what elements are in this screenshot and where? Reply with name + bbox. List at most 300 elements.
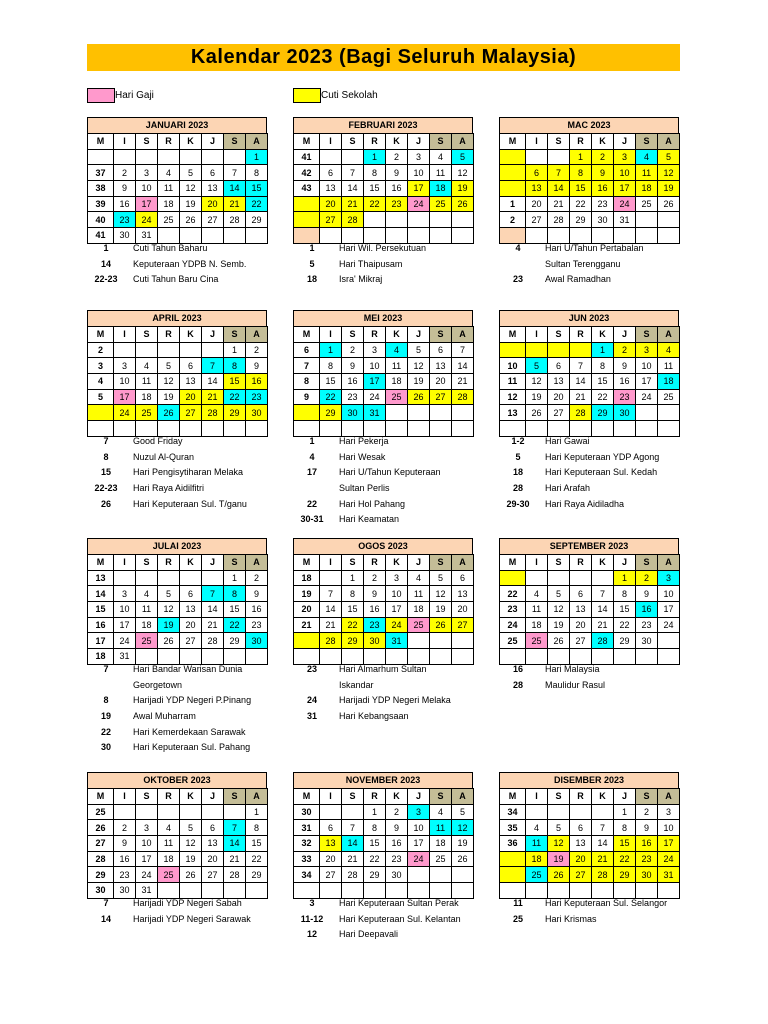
day-header: I <box>114 134 136 150</box>
week-number-cell: 34 <box>294 867 320 883</box>
day-cell: 10 <box>114 374 136 390</box>
week-number-cell: 23 <box>500 602 526 618</box>
day-cell: 20 <box>570 617 592 633</box>
day-header: J <box>202 134 224 150</box>
day-cell <box>452 867 474 883</box>
day-cell: 13 <box>526 181 548 197</box>
day-cell: 31 <box>614 212 636 228</box>
day-cell: 18 <box>408 602 430 618</box>
day-header: S <box>342 134 364 150</box>
holiday-date: 1-2 <box>511 436 525 446</box>
holiday-list <box>85 434 285 512</box>
day-header: S <box>342 789 364 805</box>
day-cell: 12 <box>180 836 202 852</box>
week-number-cell: 4 <box>88 374 114 390</box>
week-number-header: M <box>88 789 114 805</box>
month-calendar <box>87 310 267 437</box>
day-cell: 7 <box>224 820 246 836</box>
day-cell: 20 <box>320 851 342 867</box>
day-cell: 26 <box>452 851 474 867</box>
holiday-item <box>497 896 697 912</box>
day-cell: 27 <box>430 389 452 405</box>
day-cell: 19 <box>452 181 474 197</box>
day-cell: 15 <box>364 836 386 852</box>
week-row <box>500 374 680 390</box>
week-number-cell: 9 <box>294 389 320 405</box>
day-cell <box>158 149 180 165</box>
month-title: FEBRUARI 2023 <box>293 117 473 133</box>
day-header: S <box>636 555 658 571</box>
day-cell: 4 <box>136 586 158 602</box>
day-cell: 3 <box>636 342 658 358</box>
day-cell: 5 <box>658 149 680 165</box>
day-cell: 26 <box>548 633 570 649</box>
day-cell: 22 <box>224 389 246 405</box>
day-cell: 10 <box>658 820 680 836</box>
week-number-header: M <box>500 134 526 150</box>
month-title: NOVEMBER 2023 <box>293 772 473 788</box>
day-cell: 29 <box>614 633 636 649</box>
day-cell: 27 <box>320 867 342 883</box>
week-row <box>294 342 474 358</box>
day-cell: 12 <box>548 836 570 852</box>
holiday-date: 5 <box>309 258 315 269</box>
day-cell: 16 <box>636 836 658 852</box>
week-row <box>500 851 680 867</box>
day-header: J <box>408 327 430 343</box>
holiday-item <box>291 512 491 528</box>
day-cell <box>386 405 408 421</box>
day-cell: 3 <box>614 149 636 165</box>
day-header: J <box>614 555 636 571</box>
day-cell: 30 <box>592 212 614 228</box>
day-cell: 17 <box>658 836 680 852</box>
day-cell: 6 <box>202 165 224 181</box>
day-cell: 16 <box>342 374 364 390</box>
day-cell <box>408 405 430 421</box>
day-cell: 3 <box>136 165 158 181</box>
day-cell: 13 <box>570 602 592 618</box>
day-cell: 27 <box>570 633 592 649</box>
day-cell: 28 <box>342 867 364 883</box>
day-header: J <box>202 789 224 805</box>
week-number-cell: 2 <box>500 212 526 228</box>
month-grid <box>499 788 680 899</box>
day-cell: 19 <box>408 374 430 390</box>
day-cell: 1 <box>592 342 614 358</box>
week-row <box>294 149 474 165</box>
day-cell: 19 <box>548 851 570 867</box>
week-number-cell: 3 <box>88 358 114 374</box>
day-cell: 27 <box>180 405 202 421</box>
week-number-cell: 22 <box>500 586 526 602</box>
day-header: A <box>246 134 268 150</box>
day-cell: 17 <box>614 181 636 197</box>
day-cell: 29 <box>342 633 364 649</box>
day-cell <box>548 570 570 586</box>
week-row <box>500 867 680 883</box>
week-number-cell: 17 <box>88 633 114 649</box>
day-cell <box>452 633 474 649</box>
day-cell: 14 <box>342 181 364 197</box>
day-cell: 29 <box>592 405 614 421</box>
holiday-name: Isra' Mikraj <box>339 274 383 285</box>
month-calendar <box>87 772 267 899</box>
week-row <box>88 820 268 836</box>
day-cell: 20 <box>430 374 452 390</box>
day-cell: 30 <box>614 405 636 421</box>
week-number-cell <box>88 405 114 421</box>
holiday-name: Hari Raya Aidiladha <box>545 498 625 509</box>
day-cell: 22 <box>224 617 246 633</box>
day-header: S <box>548 327 570 343</box>
holiday-date: 11 <box>513 898 523 908</box>
week-number-cell: 13 <box>500 405 526 421</box>
week-row <box>294 570 474 586</box>
week-number-cell: 27 <box>88 836 114 852</box>
day-cell: 23 <box>114 212 136 228</box>
holiday-date: 1 <box>309 243 315 253</box>
day-header: S <box>224 555 246 571</box>
day-cell: 11 <box>430 820 452 836</box>
holiday-name: Hari U/Tahun Pertabalan <box>545 243 644 253</box>
day-cell <box>158 342 180 358</box>
day-cell: 19 <box>526 389 548 405</box>
week-number-cell: 8 <box>294 374 320 390</box>
day-cell <box>136 804 158 820</box>
day-cell <box>430 867 452 883</box>
day-cell: 27 <box>180 633 202 649</box>
week-row <box>88 342 268 358</box>
day-cell: 8 <box>224 358 246 374</box>
week-row <box>294 602 474 618</box>
week-number-cell <box>500 342 526 358</box>
week-row <box>294 836 474 852</box>
day-cell: 29 <box>246 212 268 228</box>
holiday-date: 14 <box>100 258 111 269</box>
week-number-cell <box>500 149 526 165</box>
day-header: S <box>136 789 158 805</box>
day-cell: 6 <box>180 586 202 602</box>
day-header: I <box>114 555 136 571</box>
day-cell: 28 <box>202 633 224 649</box>
day-cell: 5 <box>452 149 474 165</box>
day-cell: 13 <box>202 836 224 852</box>
week-number-cell: 5 <box>88 389 114 405</box>
day-cell: 15 <box>342 602 364 618</box>
holiday-list <box>497 241 697 288</box>
holiday-item <box>85 450 285 466</box>
holiday-name: Harijadi YDP Negeri Sabah <box>133 898 242 908</box>
week-row <box>500 212 680 228</box>
day-cell <box>408 867 430 883</box>
holiday-item <box>85 725 285 741</box>
month-title: OGOS 2023 <box>293 538 473 554</box>
holiday-date: 30 <box>100 742 111 753</box>
day-cell: 10 <box>364 358 386 374</box>
week-row <box>294 617 474 633</box>
legend-school-holiday <box>293 87 378 103</box>
day-cell: 8 <box>364 165 386 181</box>
week-row <box>88 570 268 586</box>
week-number-cell: 6 <box>294 342 320 358</box>
day-header: I <box>526 134 548 150</box>
holiday-name: Hari Wesak <box>339 451 386 462</box>
day-header: S <box>224 134 246 150</box>
day-cell <box>526 570 548 586</box>
day-cell: 3 <box>386 570 408 586</box>
day-cell: 10 <box>114 602 136 618</box>
day-header: A <box>452 789 474 805</box>
day-header: J <box>202 555 224 571</box>
day-cell: 15 <box>592 374 614 390</box>
month-title: OKTOBER 2023 <box>87 772 267 788</box>
month-grid <box>293 326 474 437</box>
holiday-date: 26 <box>100 498 111 509</box>
day-cell <box>636 212 658 228</box>
day-cell: 7 <box>320 586 342 602</box>
week-number-cell: 16 <box>88 617 114 633</box>
holiday-list <box>85 896 285 927</box>
day-cell: 14 <box>224 836 246 852</box>
week-row <box>500 389 680 405</box>
day-cell: 10 <box>636 358 658 374</box>
day-cell: 26 <box>408 389 430 405</box>
day-header: I <box>320 555 342 571</box>
week-row <box>294 181 474 197</box>
month-calendar <box>293 772 473 899</box>
day-cell: 9 <box>114 181 136 197</box>
day-cell: 24 <box>386 617 408 633</box>
week-row <box>500 836 680 852</box>
holiday-name: Sultan Terengganu <box>545 258 621 269</box>
day-cell: 29 <box>224 633 246 649</box>
day-cell: 14 <box>342 836 364 852</box>
day-cell: 15 <box>364 181 386 197</box>
week-row <box>88 389 268 405</box>
day-cell: 3 <box>114 586 136 602</box>
day-cell: 26 <box>526 405 548 421</box>
week-row <box>294 851 474 867</box>
day-cell: 18 <box>658 374 680 390</box>
month-calendar <box>499 772 679 899</box>
week-number-cell: 24 <box>500 617 526 633</box>
day-cell: 25 <box>636 196 658 212</box>
day-cell: 19 <box>452 836 474 852</box>
day-cell <box>320 804 342 820</box>
day-cell: 9 <box>636 820 658 836</box>
week-number-cell: 1 <box>500 196 526 212</box>
day-cell: 6 <box>180 358 202 374</box>
day-cell <box>658 633 680 649</box>
holiday-item <box>291 912 491 928</box>
week-row <box>500 165 680 181</box>
day-cell: 5 <box>430 570 452 586</box>
day-cell: 24 <box>114 405 136 421</box>
day-cell: 1 <box>224 342 246 358</box>
day-cell: 2 <box>342 342 364 358</box>
week-row <box>294 586 474 602</box>
day-cell: 21 <box>202 617 224 633</box>
month-title: MAC 2023 <box>499 117 679 133</box>
day-cell: 15 <box>320 374 342 390</box>
holiday-date: 16 <box>512 664 523 674</box>
day-header: K <box>386 555 408 571</box>
holiday-item <box>291 481 491 497</box>
holiday-name: Awal Muharram <box>133 711 196 722</box>
day-header: A <box>246 555 268 571</box>
week-row <box>88 165 268 181</box>
day-cell: 7 <box>224 165 246 181</box>
day-cell: 31 <box>658 867 680 883</box>
day-cell: 25 <box>136 405 158 421</box>
holiday-name: Hari Pengisytiharan Melaka <box>133 467 244 478</box>
week-number-cell: 19 <box>294 586 320 602</box>
day-cell <box>548 149 570 165</box>
day-cell: 4 <box>408 570 430 586</box>
day-cell <box>202 149 224 165</box>
day-header: K <box>180 134 202 150</box>
day-cell: 9 <box>636 586 658 602</box>
holiday-item <box>291 272 491 288</box>
week-number-cell: 13 <box>88 570 114 586</box>
day-cell: 19 <box>658 181 680 197</box>
day-cell: 12 <box>158 374 180 390</box>
day-cell: 16 <box>246 602 268 618</box>
day-header: A <box>658 789 680 805</box>
day-cell: 23 <box>246 617 268 633</box>
day-cell: 16 <box>114 851 136 867</box>
day-cell: 17 <box>386 602 408 618</box>
holiday-item <box>291 434 491 450</box>
day-cell: 28 <box>224 212 246 228</box>
month-title: DISEMBER 2023 <box>499 772 679 788</box>
day-cell: 8 <box>342 586 364 602</box>
day-cell: 17 <box>114 389 136 405</box>
day-cell: 21 <box>570 389 592 405</box>
day-cell: 30 <box>114 883 136 899</box>
day-cell <box>342 149 364 165</box>
holiday-item <box>497 678 697 694</box>
day-cell: 17 <box>408 181 430 197</box>
holiday-date: 17 <box>306 467 317 478</box>
holiday-date: 23 <box>512 274 523 285</box>
day-cell <box>364 212 386 228</box>
day-cell: 26 <box>180 212 202 228</box>
day-cell <box>136 570 158 586</box>
day-cell: 25 <box>386 389 408 405</box>
week-row <box>500 342 680 358</box>
day-header: R <box>570 134 592 150</box>
holiday-list <box>291 896 491 943</box>
day-cell <box>526 342 548 358</box>
week-number-header: M <box>500 789 526 805</box>
day-cell: 28 <box>452 389 474 405</box>
day-header: S <box>430 134 452 150</box>
day-cell: 18 <box>136 389 158 405</box>
day-header: I <box>114 327 136 343</box>
day-cell: 14 <box>548 181 570 197</box>
day-cell: 3 <box>114 358 136 374</box>
day-cell: 29 <box>570 212 592 228</box>
day-cell: 20 <box>526 196 548 212</box>
day-cell: 13 <box>320 836 342 852</box>
holiday-date: 19 <box>100 711 111 722</box>
holiday-item <box>291 465 491 481</box>
day-cell: 5 <box>408 342 430 358</box>
day-cell: 27 <box>548 405 570 421</box>
day-header: K <box>386 789 408 805</box>
week-number-header: M <box>500 327 526 343</box>
holiday-item <box>291 257 491 273</box>
day-cell: 2 <box>614 342 636 358</box>
day-cell: 21 <box>224 196 246 212</box>
day-cell: 25 <box>158 867 180 883</box>
month-grid <box>293 788 474 899</box>
week-row <box>88 358 268 374</box>
day-cell: 7 <box>548 165 570 181</box>
day-cell: 10 <box>658 586 680 602</box>
day-cell: 4 <box>136 358 158 374</box>
day-cell: 20 <box>570 851 592 867</box>
day-cell <box>224 149 246 165</box>
day-cell: 14 <box>320 602 342 618</box>
day-cell: 16 <box>114 196 136 212</box>
day-cell: 28 <box>202 405 224 421</box>
day-cell <box>592 570 614 586</box>
day-cell <box>548 804 570 820</box>
week-number-cell <box>294 405 320 421</box>
holiday-name: Hari Keputeraan Sul. Kelantan <box>339 913 461 924</box>
day-header: K <box>180 555 202 571</box>
day-cell: 16 <box>246 374 268 390</box>
day-cell: 18 <box>386 374 408 390</box>
month-calendar <box>293 117 473 244</box>
week-number-cell: 25 <box>500 633 526 649</box>
day-cell: 12 <box>430 586 452 602</box>
day-cell: 5 <box>180 165 202 181</box>
holiday-name: Maulidur Rasul <box>545 679 606 690</box>
holiday-item <box>85 434 285 450</box>
week-number-cell <box>88 149 114 165</box>
day-cell: 29 <box>364 867 386 883</box>
day-header: R <box>364 327 386 343</box>
day-cell: 15 <box>570 181 592 197</box>
holiday-date: 7 <box>103 898 109 908</box>
week-number-cell <box>294 633 320 649</box>
day-cell: 6 <box>526 165 548 181</box>
day-cell: 20 <box>180 617 202 633</box>
day-cell: 13 <box>430 358 452 374</box>
day-cell: 2 <box>114 820 136 836</box>
day-header: K <box>180 789 202 805</box>
week-number-cell <box>294 212 320 228</box>
month-grid <box>293 554 474 665</box>
day-header: A <box>246 327 268 343</box>
day-cell <box>180 804 202 820</box>
day-cell: 8 <box>570 165 592 181</box>
day-cell: 19 <box>548 617 570 633</box>
day-cell: 13 <box>180 374 202 390</box>
legend-pay-day <box>87 87 154 103</box>
day-cell: 11 <box>158 181 180 197</box>
holiday-name: Harijadi YDP Negeri P.Pinang <box>133 695 252 706</box>
day-cell: 10 <box>408 820 430 836</box>
day-cell: 9 <box>114 836 136 852</box>
day-cell: 1 <box>614 570 636 586</box>
holiday-name: Harijadi YDP Negeri Sarawak <box>133 913 251 924</box>
day-cell <box>180 149 202 165</box>
